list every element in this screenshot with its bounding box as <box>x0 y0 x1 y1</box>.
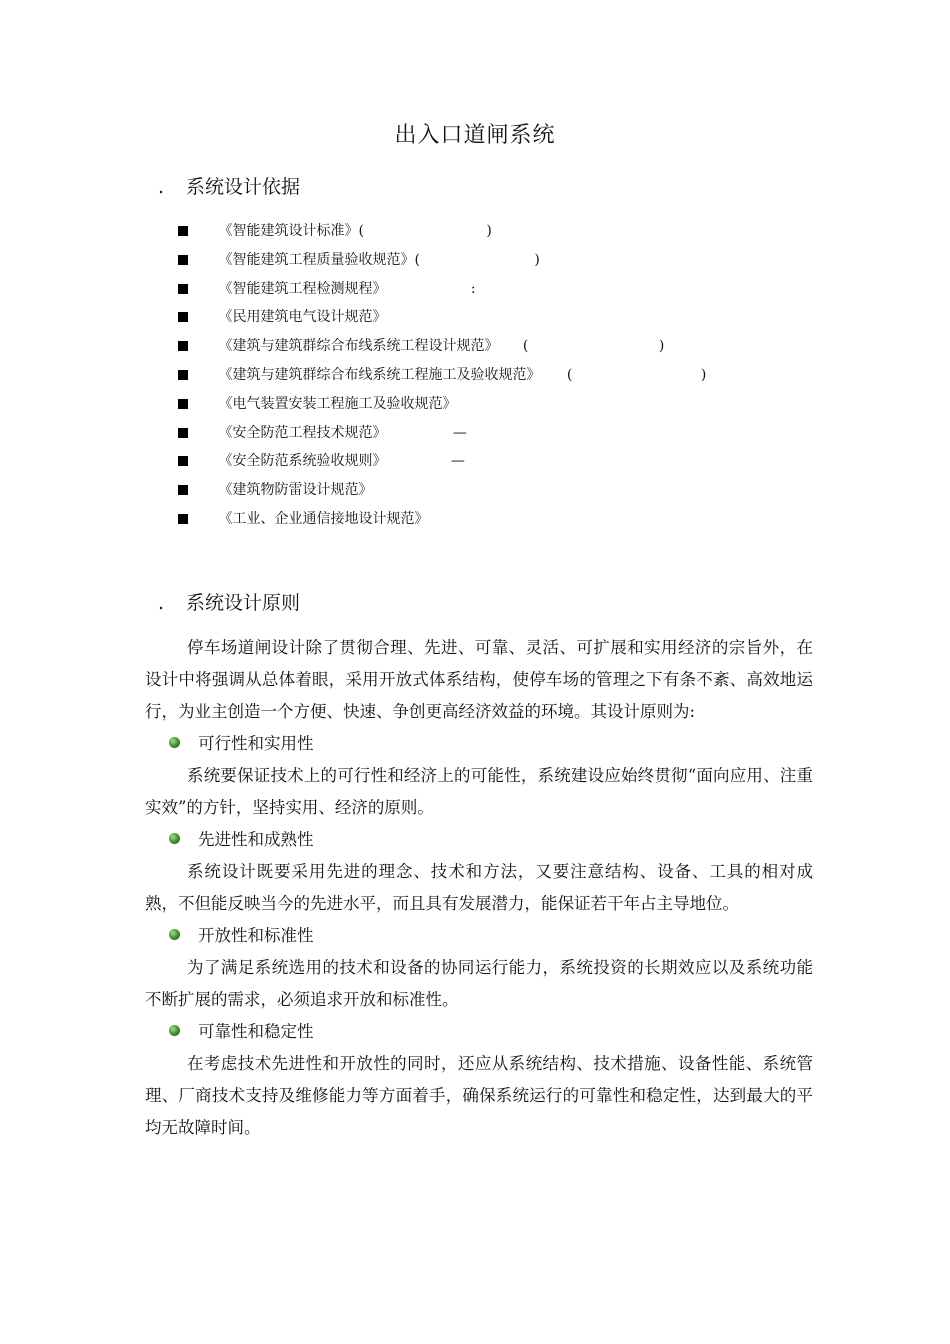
reference-title: 《民用建筑电气设计规范》 <box>218 309 387 326</box>
list-item <box>178 449 706 478</box>
reference-title: 《智能建筑工程质量验收规范》( <box>218 251 420 268</box>
principle-name: 开放性和标准性 <box>198 926 314 945</box>
square-bullet-icon <box>178 370 188 380</box>
principle-heading <box>145 728 813 760</box>
square-bullet-icon <box>178 399 188 409</box>
page-title: 出入口道闸系统 <box>394 123 556 148</box>
intro-paragraph: 停车场道闸设计除了贯彻合理、先进、可靠、灵活、可扩展和实用经济的宗旨外，在设计中将强调从总体着眼，采用开放式体系结构，使停车场的管理之下有条不紊、高效地运行，为业主创造一个方便、快速、争创更高经济效益的环境。其设计原则为: <box>145 638 813 721</box>
square-bullet-icon <box>178 341 188 351</box>
reference-title: 《智能建筑设计标准》( <box>218 223 364 239</box>
reference-code-end: ) <box>658 338 665 355</box>
principle-paragraph: 为了满足系统选用的技术和设备的协同运行能力，系统投资的长期效应以及系统功能不断扩展的需求，必须追求开放和标准性。 <box>145 958 813 1009</box>
reference-code: ) <box>486 223 492 239</box>
section-number: . <box>158 176 165 198</box>
list-item <box>178 392 706 421</box>
principle-name: 可靠性和稳定性 <box>198 1022 314 1041</box>
reference-title: 《建筑物防雷设计规范》 <box>218 482 373 499</box>
principle-heading <box>145 1016 813 1048</box>
list-item <box>178 507 706 536</box>
list-item <box>178 334 706 363</box>
green-ball-bullet-icon <box>169 737 180 748</box>
reference-title: 《建筑与建筑群综合布线系统工程设计规范》 <box>218 338 499 355</box>
list-item <box>178 248 706 277</box>
principle-name: 先进性和成熟性 <box>198 830 314 849</box>
reference-title: 《安全防范系统验收规则》 <box>218 453 387 470</box>
square-bullet-icon <box>178 428 188 438</box>
square-bullet-icon <box>178 312 188 322</box>
square-bullet-icon <box>178 255 188 265</box>
reference-code: ( <box>522 338 529 355</box>
reference-code: : <box>470 280 476 297</box>
list-item <box>178 219 706 248</box>
reference-title: 《电气装置安装工程施工及验收规范》 <box>218 395 457 412</box>
section-heading-text: 系统设计依据 <box>186 176 301 198</box>
reference-title: 《工业、企业通信接地设计规范》 <box>218 510 429 527</box>
square-bullet-icon <box>178 226 188 236</box>
reference-code: — <box>450 453 465 470</box>
principle-paragraph: 系统设计既要采用先进的理念、技术和方法，又要注意结构、设备、工具的相对成熟，不但能反映当今的先进水平，而且具有发展潜力，能保证若干年占主导地位。 <box>145 862 813 913</box>
principle-paragraph: 系统要保证技术上的可行性和经济上的可能性，系统建设应始终贯彻“面向应用、注重实效”的方针，坚持实用、经济的原则。 <box>145 766 813 817</box>
section-number: . <box>158 592 165 614</box>
principle-heading <box>145 824 813 856</box>
green-ball-bullet-icon <box>169 1025 180 1036</box>
list-item <box>178 421 706 450</box>
reference-title: 《安全防范工程技术规范》 <box>218 424 387 441</box>
reference-code-end: ) <box>700 366 707 383</box>
principle-name: 可行性和实用性 <box>198 734 314 753</box>
principle-heading <box>145 920 813 952</box>
green-ball-bullet-icon <box>169 833 180 844</box>
section-heading-principles <box>158 588 300 615</box>
list-item <box>178 305 706 334</box>
square-bullet-icon <box>178 485 188 495</box>
reference-list <box>178 219 706 536</box>
reference-title: 《智能建筑工程检测规程》 <box>218 280 387 297</box>
principle-paragraph: 在考虑技术先进性和开放性的同时，还应从系统结构、技术措施、设备性能、系统管理、厂商技术支持及维修能力等方面着手，确保系统运行的可靠性和稳定性，达到最大的平均无故障时间。 <box>145 1054 813 1137</box>
principles-body <box>145 632 813 1144</box>
section-heading-text: 系统设计原则 <box>186 592 301 614</box>
square-bullet-icon <box>178 284 188 294</box>
list-item <box>178 363 706 392</box>
section-heading-basis <box>158 172 300 199</box>
green-ball-bullet-icon <box>169 929 180 940</box>
square-bullet-icon <box>178 514 188 524</box>
square-bullet-icon <box>178 456 188 466</box>
reference-title: 《建筑与建筑群综合布线系统工程施工及验收规范》 <box>218 366 541 383</box>
reference-code: ( <box>566 366 573 383</box>
reference-code: ) <box>534 251 540 268</box>
list-item <box>178 277 706 306</box>
reference-code: — <box>452 424 467 441</box>
list-item <box>178 478 706 507</box>
